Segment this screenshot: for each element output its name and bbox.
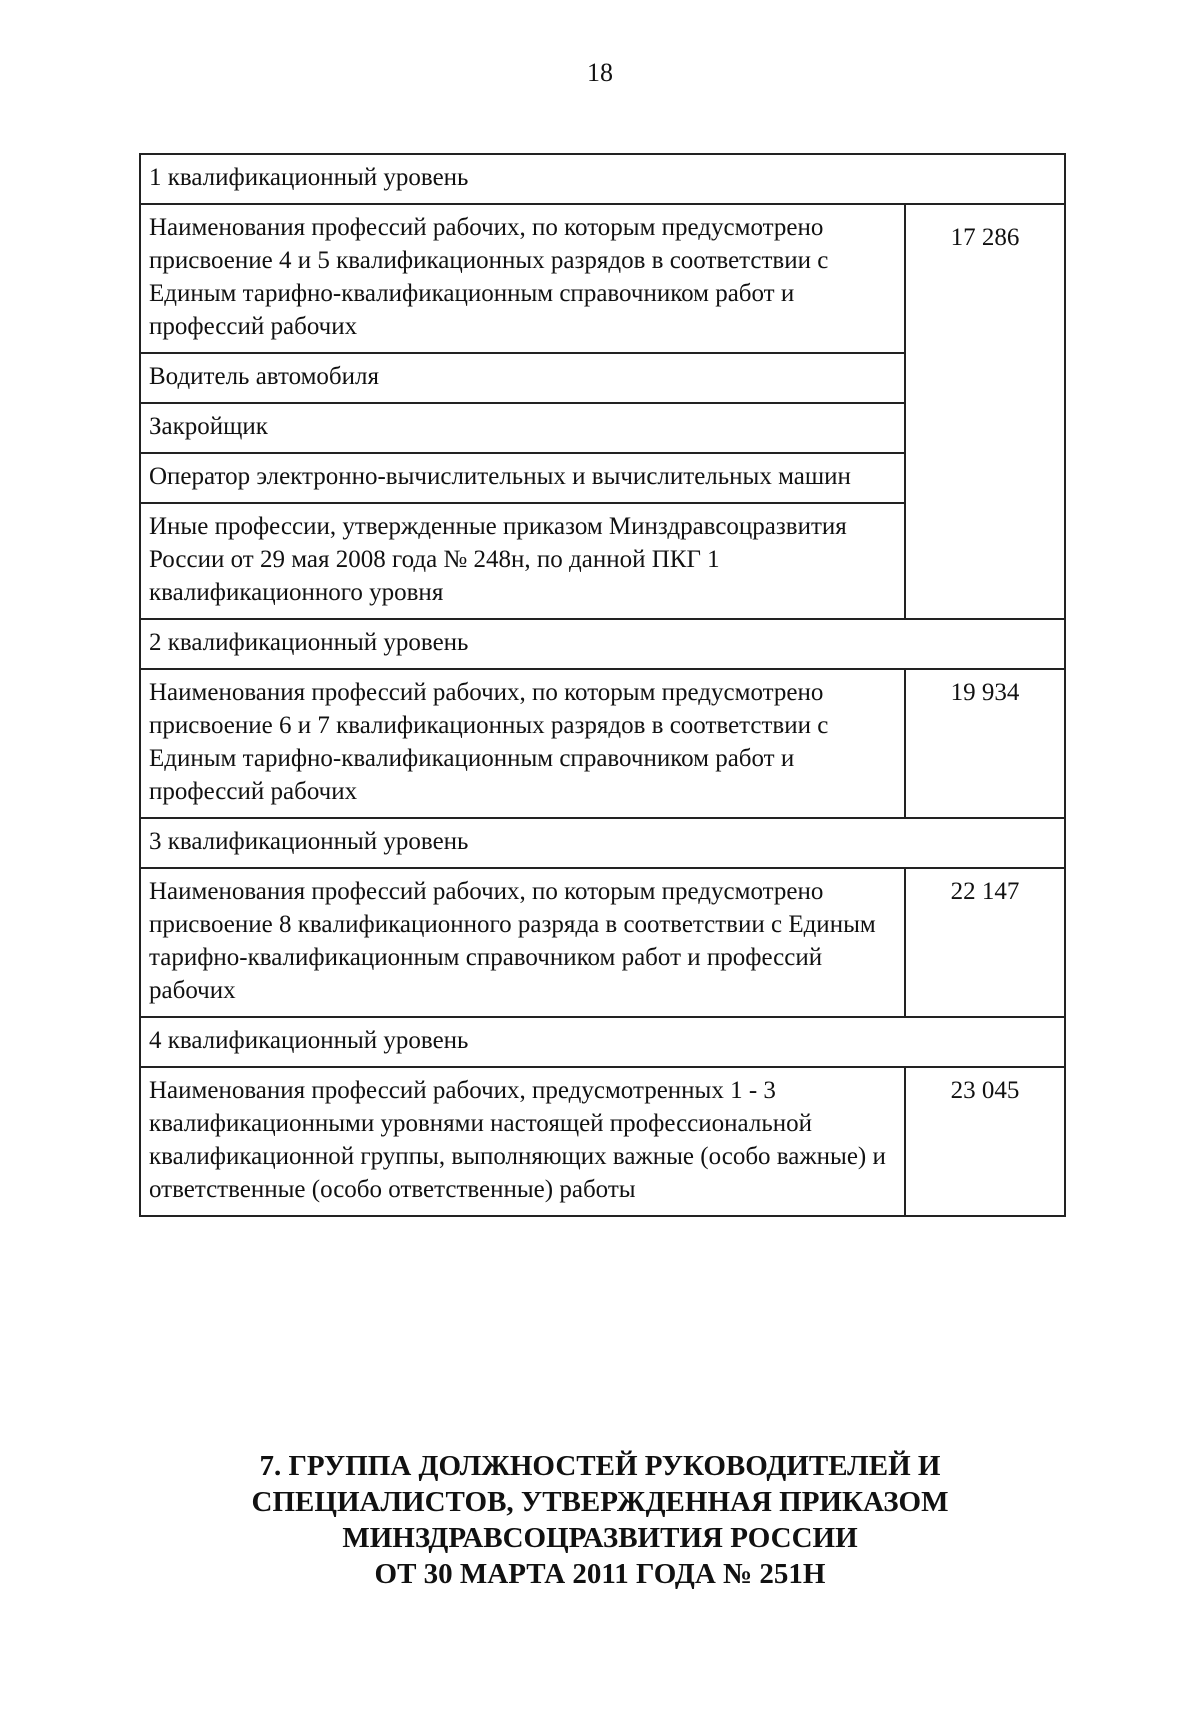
section-heading [0,1448,1200,1592]
level-header: 3 квалификационный уровень [140,818,1065,868]
salary-table [139,153,1066,1217]
level-header-row [140,154,1065,204]
profession-name: Иные профессии, утвержденные приказом Минздравсоцразвития России от 29 мая 2008 года № 248н, по данной ПКГ 1 квалификационного уровня [140,503,905,619]
table-row [140,868,1065,1017]
profession-name: Оператор электронно-вычислительных и вычислительных машин [140,453,905,503]
section-heading-line: 7. ГРУППА ДОЛЖНОСТЕЙ РУКОВОДИТЕЛЕЙ И [259,1450,941,1482]
section-heading-line: МИНЗДРАВСОЦРАЗВИТИЯ РОССИИ [342,1522,858,1554]
level-header-row [140,818,1065,868]
profession-description: Наименования профессий рабочих, предусмотренных 1 - 3 квалификационными уровнями настоящей профессиональной квалификационной группы, выполняющих важные (особо важные) и ответственные (особо ответственные) работы [140,1067,905,1216]
profession-description: Наименования профессий рабочих, по которым предусмотрено присвоение 8 квалификационного разряда в соответствии с Единым тарифно-квалификационным справочником работ и профессий рабочих [140,868,905,1017]
profession-description: Наименования профессий рабочих, по которым предусмотрено присвоение 4 и 5 квалификационных разрядов в соответствии с Единым тарифно-квалификационным справочником работ и профессий рабочих [140,204,905,353]
salary-value: 23 045 [905,1067,1065,1216]
page-number: 18 [587,58,613,87]
salary-value: 22 147 [905,868,1065,1017]
section-heading-line: СПЕЦИАЛИСТОВ, УТВЕРЖДЕННАЯ ПРИКАЗОМ [251,1486,949,1518]
level-header-row [140,619,1065,669]
profession-description: Наименования профессий рабочих, по которым предусмотрено присвоение 6 и 7 квалификационных разрядов в соответствии с Единым тарифно-квалификационным справочником работ и профессий рабочих [140,669,905,818]
profession-name: Закройщик [140,403,905,453]
level-header: 2 квалификационный уровень [140,619,1065,669]
level-header: 1 квалификационный уровень [140,154,1065,204]
level-header-row [140,1017,1065,1067]
level-header: 4 квалификационный уровень [140,1017,1065,1067]
section-heading-line: ОТ 30 МАРТА 2011 ГОДА № 251Н [374,1558,826,1590]
profession-name: Водитель автомобиля [140,353,905,403]
salary-value: 19 934 [905,669,1065,818]
salary-value: 17 286 [905,204,1065,619]
table-row [140,669,1065,818]
table-row [140,1067,1065,1216]
table-row [140,204,1065,353]
